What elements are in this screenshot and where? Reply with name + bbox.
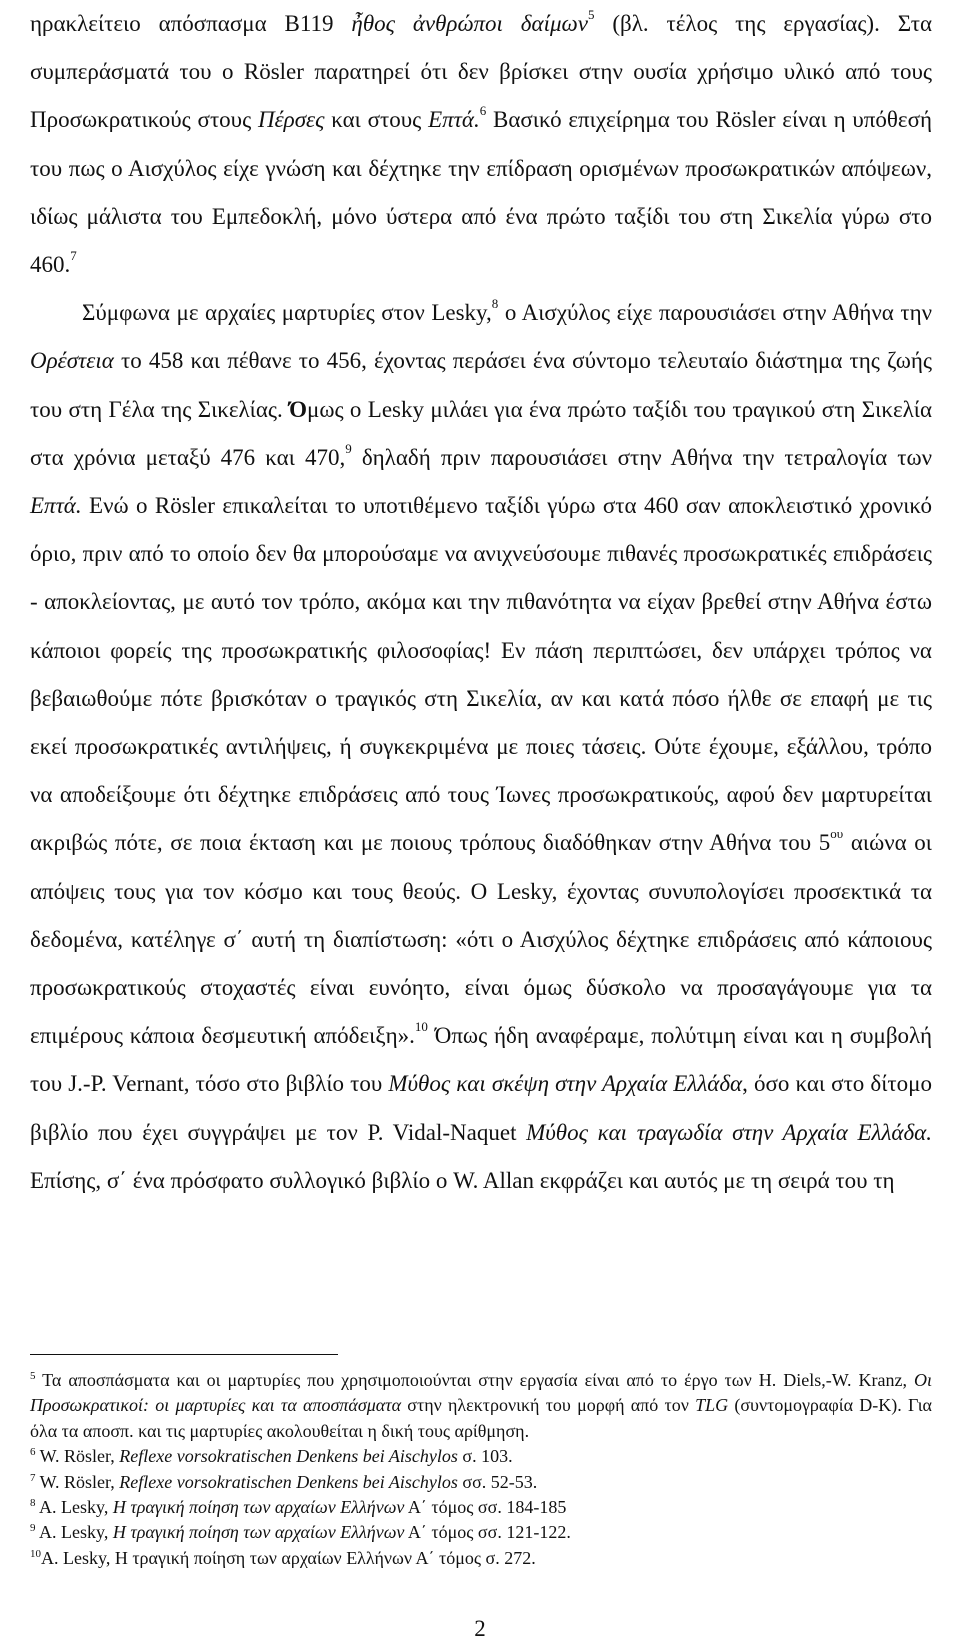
- footnote-ref: 7: [70, 248, 77, 264]
- footnote-ref: 6: [30, 1446, 36, 1459]
- footnote-ref: 9: [30, 1522, 36, 1535]
- text-run: αιώνα οι απόψεις τους για τον κόσμο και τους θεούς. Ο Lesky, έχοντας συνυπολογίσει προσεκτικά τα δεδομένα, κατέληγε σ΄ αυτή τη διαπίστωση: «ότι ο Αισχύλος δέχτηκε επιδράσεις από κάποιους προσωκρατικούς στοχαστές είναι ευνόητο, είναι όμως δύσκολο να προσαγάγουμε για τα επιμέρους κάποια δεσμευτική απόδειξη».: [30, 830, 932, 1049]
- footnote-ref: 8: [30, 1497, 36, 1510]
- italic-text: Η τραγική ποίηση των αρχαίων Ελλήνων: [112, 1522, 405, 1543]
- italic-text: Επτά.: [30, 493, 82, 519]
- italic-text: Η τραγική ποίηση των αρχαίων Ελλήνων: [112, 1497, 405, 1518]
- italic-text: Πέρσες: [257, 107, 325, 133]
- footnote-ref: 7: [30, 1471, 36, 1484]
- body-text: [30, 0, 932, 1205]
- bold-text: Ό: [289, 396, 308, 422]
- italic-text: Μύθος και σκέψη στην Αρχαία Ελλάδα: [388, 1071, 743, 1097]
- text-run: σσ. 52-53.: [457, 1471, 538, 1492]
- text-run: σ. 103.: [457, 1446, 513, 1467]
- footnote-ref: 5: [587, 7, 595, 22]
- footnote: [30, 1444, 932, 1469]
- text-run: δηλαδή πριν παρουσιάσει στην Αθήνα την τετραλογία των: [351, 444, 932, 470]
- footnotes: [30, 1368, 932, 1571]
- text-run: το 458 και πέθανε το 456, έχοντας περάσει ένα σύντομο τελευταίο διάστημα της ζωής του στη Γέλα της Σικελίας.: [30, 348, 932, 422]
- italic-text: Επτά.: [428, 107, 480, 133]
- text-run: A. Lesky,: [35, 1497, 113, 1518]
- text-run: Επίσης, σ΄ ένα πρόσφατο συλλογικό βιβλίο ο W. Allan εκφράζει και αυτός με τη σειρά του τη: [30, 1167, 895, 1193]
- text-run: ηρακλείτειο απόσπασμα Β119: [30, 11, 352, 36]
- body-paragraph: [30, 289, 932, 1205]
- footnote-separator: [30, 1354, 338, 1355]
- footnote: [30, 1520, 932, 1545]
- text-run: , όσο και στο δίτομο βιβλίο που έχει συγγράψει με τον P. Vidal-Naquet: [30, 1071, 932, 1145]
- text-run: A. Lesky, Η τραγική ποίηση των αρχαίων Ελλήνων Α΄ τόμος σ. 272.: [41, 1547, 536, 1568]
- footnote-ref: 5: [30, 1370, 36, 1382]
- footnote-ref: ου: [830, 826, 844, 842]
- text-run: (συντομογραφία D-K). Για όλα τα αποσπ. και τις μαρτυρίες ακολουθείται η δική τους αρίθμηση.: [30, 1395, 932, 1441]
- italic-text: Ορέστεια: [30, 348, 114, 374]
- page-number: 2: [474, 1616, 486, 1641]
- footnote-ref: 8: [491, 296, 499, 312]
- footnote-ref: 10: [30, 1547, 41, 1560]
- footnote: [30, 1368, 932, 1444]
- italic-text: Reflexe vorsokratischen Denkens bei Aischylos: [119, 1471, 458, 1492]
- italic-text: Οι Προσωκρατικοί: οι μαρτυρίες και τα αποσπάσματα: [30, 1370, 932, 1416]
- italic-text: Reflexe vorsokratischen Denkens bei Aischylos: [119, 1446, 458, 1467]
- text-run: W. Rösler,: [35, 1446, 120, 1467]
- text-run: Α΄ τόμος σσ. 184-185: [404, 1497, 567, 1518]
- text-run: μως ο Lesky μιλάει για ένα πρώτο ταξίδι του τραγικού στη Σικελία στα χρόνια μεταξύ 476 και 470,: [30, 396, 932, 470]
- text-run: Τα αποσπάσματα και οι μαρτυρίες που χρησιμοποιούνται στην εργασία είναι από το έργο των H. Diels,-W. Kranz,: [35, 1370, 914, 1390]
- text-run: Όπως ήδη αναφέραμε, πολύτιμη είναι και η συμβολή του J.-P. Vernant, τόσο στο βιβλίο του: [30, 1023, 933, 1097]
- text-run: στην ηλεκτρονική του μορφή από τον: [401, 1395, 696, 1416]
- italic-text: TLG: [695, 1395, 729, 1416]
- footnote: [30, 1546, 932, 1571]
- text-run: και στους: [324, 107, 429, 133]
- italic-text: ἦθος ἀνθρώποι δαίμων: [351, 11, 588, 36]
- text-run: W. Rösler,: [35, 1471, 120, 1492]
- text-run: ο Αισχύλος είχε παρουσιάσει στην Αθήνα την: [498, 300, 933, 326]
- footnote-ref: 6: [479, 103, 487, 119]
- text-run: Σύμφωνα με αρχαίες μαρτυρίες στον Lesky,: [82, 300, 492, 326]
- footnote: [30, 1495, 932, 1520]
- text-run: A. Lesky,: [35, 1522, 113, 1543]
- text-run: (βλ. τέλος της εργασίας). Στα συμπεράσματά του ο Rösler παρατηρεί ότι δεν βρίσκει στην ουσία χρήσιμο υλικό από τους Προσωκρατικούς στους: [30, 11, 932, 133]
- text-run: Α΄ τόμος σσ. 121-122.: [404, 1522, 571, 1543]
- italic-text: Μύθος και τραγωδία στην Αρχαία Ελλάδα.: [526, 1119, 933, 1145]
- text-run: Ενώ ο Rösler επικαλείται το υποτιθέμενο ταξίδι γύρω στα 460 σαν αποκλειστικό χρονικό όριο, πριν από το οποίο δεν θα μπορούσαμε να ανιχνεύσουμε πιθανές προσωκρατικές επιδράσεις - αποκλείοντας, με αυτό τον τρόπο, ακόμα και την πιθανότητα να είχαν βρεθεί στην Αθήνα έστω κάποιοι φορείς της προσωκρατικής φιλοσοφίας! Εν πάση περιπτώσει, δεν υπάρχει τρόπος να βεβαιωθούμε πότε βρισκόταν ο τραγικός στη Σικελία, αν και κατά πόσο ήλθε σε επαφή με τις εκεί προσωκρατικές αντιλήψεις, ή συγκεκριμένα με ποιες τάσεις. Ούτε έχουμε, εξάλλου, τρόπο να αποδείξουμε ότι δέχτηκε επιδράσεις από τους Ίωνες προσωκρατικούς, αφού δεν μαρτυρείται ακριβώς πότε, σε ποια έκταση και με ποιους τρόπους διαδόθηκαν στην Αθήνα του 5: [30, 493, 932, 856]
- footnote-ref: 9: [345, 440, 352, 456]
- footnote-ref: 10: [414, 1019, 428, 1035]
- text-run: Βασικό επιχείρημα του Rösler είναι η υπόθεσή του πως ο Αισχύλος είχε γνώση και δέχτηκε την επίδραση ορισμένων προσωκρατικών απόψεων, ιδίως μάλιστα του Εμπεδοκλή, μόνο ύστερα από ένα πρώτο ταξίδι του στη Σικελία γύρω στο 460.: [30, 107, 933, 278]
- body-paragraph: [30, 0, 932, 289]
- footnote: [30, 1470, 932, 1495]
